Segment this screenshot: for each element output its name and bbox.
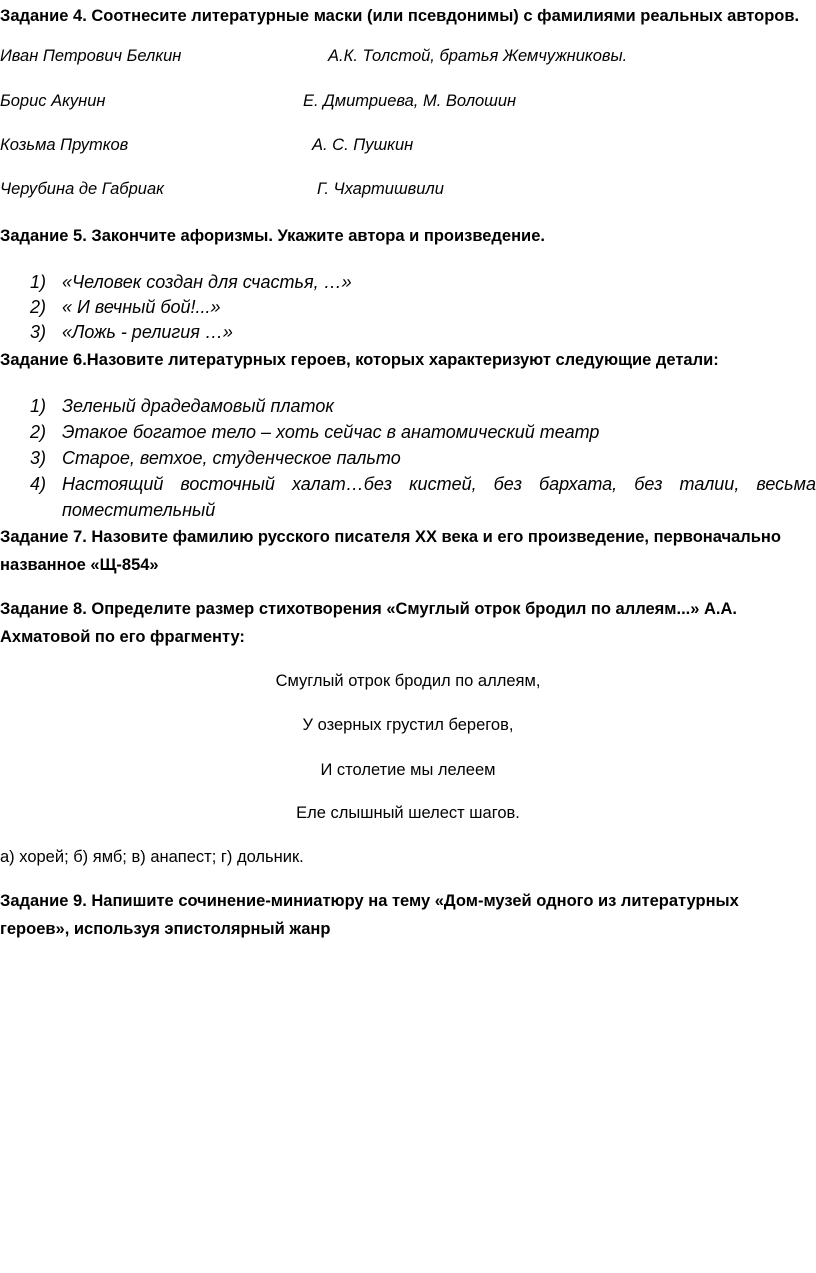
item-number: 3): [30, 322, 47, 342]
item-text: Зеленый драдедамовый платок: [62, 396, 334, 416]
task4-row: [0, 133, 816, 157]
real-author: Е. Дмитриева, М. Волошин: [303, 92, 517, 110]
item-number: 1): [30, 272, 47, 292]
item-number: 2): [30, 422, 47, 442]
list-item: [0, 419, 816, 445]
real-author: Г. Чхартишвили: [317, 180, 444, 198]
real-author: А. С. Пушкин: [312, 136, 414, 154]
list-item: [0, 393, 816, 419]
list-item: [0, 471, 816, 523]
item-text: «Человек создан для счастья, …»: [62, 272, 352, 292]
task8-heading: Задание 8. Определите размер стихотворения «Смуглый отрок бродил по аллеям...» А.А. Ахматовой по его фрагменту:: [0, 600, 737, 646]
pseudonym: Борис Акунин: [0, 92, 106, 110]
pseudonym: Черубина де Габриак: [0, 180, 164, 198]
list-item: [0, 270, 352, 295]
task7-heading: Задание 7. Назовите фамилию русского писателя XX века и его произведение, первоначально названное «Щ-854»: [0, 528, 781, 574]
item-text: Этакое богатое тело – хоть сейчас в анатомический театр: [62, 422, 600, 442]
task4-row: [0, 177, 816, 201]
list-item: [0, 320, 352, 345]
poem-line: У озерных грустил берегов,: [302, 716, 514, 734]
task4-heading: Задание 4. Соотнесите литературные маски (или псевдонимы) с фамилиями реальных авторов.: [0, 7, 800, 25]
item-text: «Ложь - религия …»: [62, 322, 233, 342]
task4-row: [0, 89, 816, 113]
real-author: А.К. Толстой, братья Жемчужниковы.: [328, 47, 628, 65]
task4-row: [0, 44, 816, 68]
item-number: 1): [30, 396, 47, 416]
item-number: 3): [30, 448, 47, 468]
item-text: Настоящий восточный халат…без кистей, без бархата, без талии, весьма поместительный: [62, 474, 816, 520]
answer-options: а) хорей; б) ямб; в) анапест; г) дольник.: [0, 848, 304, 866]
item-number: 2): [30, 297, 47, 317]
pseudonym: Иван Петрович Белкин: [0, 47, 182, 65]
task6-heading: Задание 6.Назовите литературных героев, которых характеризуют следующие детали:: [0, 351, 719, 369]
task9-heading: Задание 9. Напишите сочинение-миниатюру на тему «Дом-музей одного из литературных героев», используя эпистолярный жанр: [0, 892, 739, 938]
item-text: Старое, ветхое, студенческое пальто: [62, 448, 401, 468]
pseudonym: Козьма Прутков: [0, 136, 129, 154]
poem-line: И столетие мы лелеем: [320, 761, 496, 779]
poem-line: Еле слышный шелест шагов.: [296, 804, 520, 822]
list-item: [0, 295, 352, 320]
item-number: 4): [30, 474, 47, 494]
list-item: [0, 445, 816, 471]
poem-line: Смуглый отрок бродил по аллеям,: [275, 672, 541, 690]
task5-heading: Задание 5. Закончите афоризмы. Укажите автора и произведение.: [0, 227, 545, 245]
details-list: [0, 393, 816, 523]
item-text: « И вечный бой!...»: [62, 297, 221, 317]
aphorism-list: [0, 270, 352, 345]
